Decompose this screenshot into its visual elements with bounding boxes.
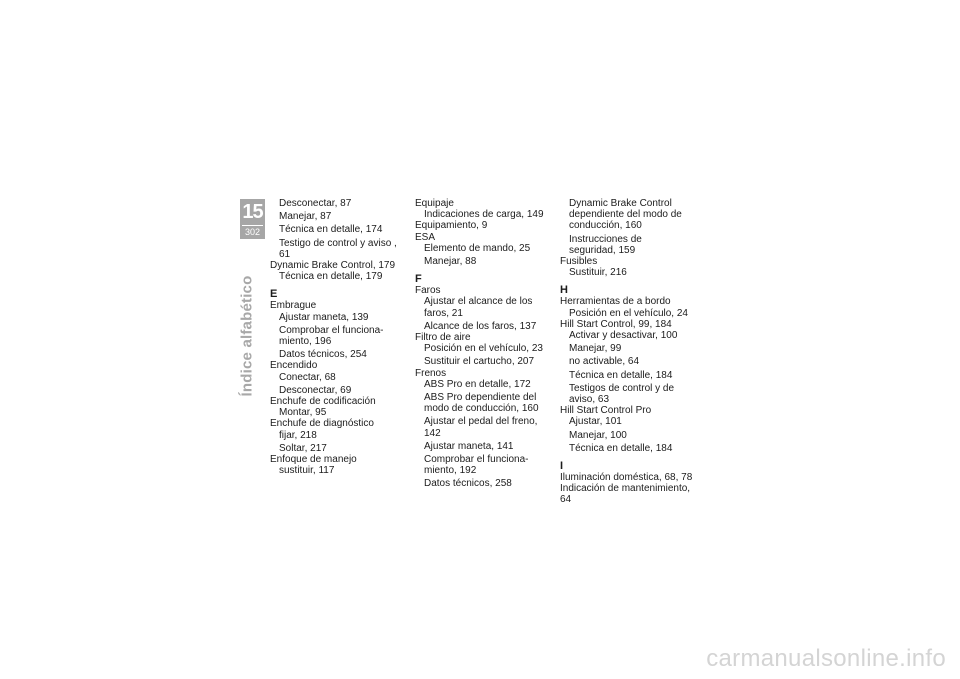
- chapter-number: 15: [242, 201, 263, 223]
- page-number: 302: [244, 227, 261, 237]
- index-subentry: Posición en el vehículo, 24: [569, 307, 688, 319]
- index-entry: ESA: [415, 231, 436, 243]
- index-subentry: Testigos de control y de aviso, 63: [569, 382, 675, 406]
- index-entry: Indicación de mantenimiento, 64: [560, 483, 691, 506]
- index-subentry: Datos técnicos, 258: [424, 478, 512, 490]
- index-subentry: Desconectar, 69: [279, 384, 352, 396]
- index-subentry: Ajustar el pedal del freno, 142: [424, 416, 538, 439]
- index-subentry: Ajustar, 101: [569, 416, 622, 428]
- index-subentry: Elemento de mando, 25: [424, 242, 531, 254]
- chapter-tab: [240, 199, 265, 239]
- index-group: [560, 284, 700, 454]
- index-group: [270, 198, 410, 282]
- index-entry: Hill Start Control, 99, 184: [560, 318, 672, 330]
- index-entry: Equipaje: [415, 198, 454, 209]
- index-entry: Iluminación doméstica, 68, 78: [560, 472, 693, 484]
- index-subentry: Instrucciones de seguridad, 159: [569, 233, 642, 256]
- index-subentry: Activar y desactivar, 100: [569, 330, 678, 342]
- index-subentry: sustituir, 117: [279, 465, 335, 477]
- index-subentry: Desconectar, 87: [279, 198, 352, 209]
- index-subentry: Soltar, 217: [279, 442, 327, 454]
- index-subentry: Ajustar maneta, 139: [279, 311, 369, 323]
- index-column-3: [560, 198, 700, 506]
- index-subentry: Técnica en detalle, 184: [569, 442, 673, 454]
- index-subentry: Técnica en detalle, 184: [569, 369, 673, 381]
- index-subentry: Datos técnicos, 254: [279, 349, 367, 361]
- index-entry: Hill Start Control Pro: [560, 405, 652, 417]
- index-group: [560, 198, 700, 278]
- index-entry: Enfoque de manejo: [270, 454, 357, 466]
- index-entry: Enchufe de diagnóstico: [270, 418, 374, 430]
- index-subentry: Alcance de los faros, 137: [424, 320, 537, 332]
- index-subentry: Ajustar maneta, 141: [424, 440, 514, 452]
- index-entry: Enchufe de codificación: [270, 396, 376, 408]
- index-entry: Filtro de aire: [415, 332, 471, 344]
- index-entry: Dynamic Brake Control, 179: [270, 260, 396, 272]
- index-subentry: Montar, 95: [279, 407, 327, 419]
- index-letter-heading: E: [270, 288, 278, 301]
- index-group: [270, 288, 410, 476]
- index-entry: Equipamiento, 9: [415, 220, 488, 232]
- index-subentry: no activable, 64: [569, 356, 640, 368]
- index-subentry: Técnica en detalle, 179: [279, 271, 383, 283]
- index-entry: Herramientas de a bordo: [560, 296, 671, 308]
- index-subentry: Técnica en detalle, 174: [279, 224, 383, 236]
- index-subentry: Ajustar el alcance de los faros, 21: [424, 296, 533, 319]
- index-entry: Fusibles: [560, 256, 598, 268]
- index-letter-heading: I: [560, 460, 564, 473]
- index-subentry: Manejar, 100: [569, 429, 627, 441]
- index-entry: Encendido: [270, 360, 318, 372]
- index-subentry: Testigo de control y aviso , 61: [279, 237, 397, 260]
- index-letter-heading: F: [415, 273, 422, 286]
- index-subentry: Manejar, 99: [569, 343, 622, 355]
- index-group: [560, 460, 700, 506]
- index-subentry: Posición en el vehículo, 23: [424, 343, 543, 355]
- index-column-2: [415, 198, 555, 490]
- index-subentry: Sustituir el cartucho, 207: [424, 356, 535, 368]
- index-group: [415, 273, 555, 489]
- index-subentry: Comprobar el funciona- miento, 196: [279, 324, 384, 348]
- index-entry: Frenos: [415, 367, 447, 379]
- index-entry: Embrague: [270, 300, 317, 312]
- watermark: carmanualsonline.info: [706, 645, 946, 672]
- chapter-title: Índice alfabético: [238, 275, 256, 397]
- index-subentry: Indicaciones de carga, 149: [424, 209, 544, 221]
- index-column-1: [270, 198, 410, 476]
- index-subentry: Dynamic Brake Control dependiente del modo de conducción, 160: [569, 198, 682, 232]
- index-entry: Faros: [415, 285, 441, 297]
- index-subentry: ABS Pro en detalle, 172: [424, 378, 531, 390]
- index-subentry: fijar, 218: [279, 429, 317, 441]
- index-subentry: Comprobar el funciona- miento, 192: [424, 454, 529, 477]
- index-subentry: Sustituir, 216: [569, 267, 627, 279]
- index-subentry: Manejar, 87: [279, 211, 332, 223]
- index-subentry: ABS Pro dependiente del modo de conducción, 160: [424, 392, 539, 415]
- index-group: [415, 198, 555, 267]
- index-subentry: Manejar, 88: [424, 256, 477, 268]
- index-letter-heading: H: [560, 284, 568, 297]
- index-subentry: Conectar, 68: [279, 371, 336, 383]
